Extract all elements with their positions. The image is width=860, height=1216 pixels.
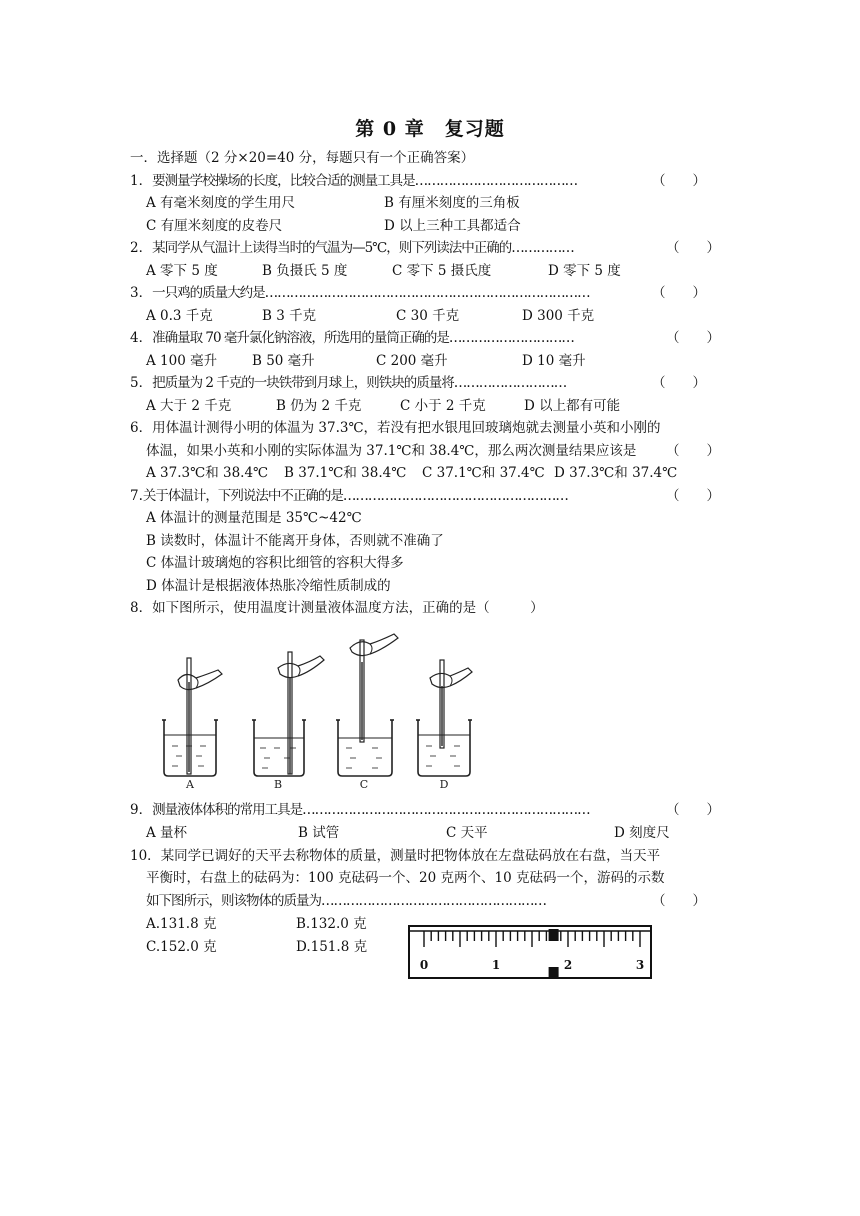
figure-label-d: D bbox=[439, 778, 449, 791]
option: A 零下 5 度 bbox=[146, 263, 218, 279]
option: B 有厘米刻度的三角板 bbox=[384, 195, 520, 211]
option: D 37.3℃和 37.4℃ bbox=[554, 465, 678, 481]
question-6: 6．用体温计测得小明的体温为 37.3℃，若没有把水银甩回玻璃炮就去测量小英和小刚的 bbox=[130, 420, 661, 436]
beaker-a bbox=[162, 658, 222, 776]
option: C 有厘米刻度的皮卷尺 bbox=[146, 218, 283, 234]
question-7: 7.关于体温计，下列说法中不正确的是……………………………………………… bbox=[130, 488, 568, 504]
option: C.152.0 克 bbox=[146, 939, 217, 955]
option: D 体温计是根据液体热胀冷缩性质制成的 bbox=[146, 578, 391, 594]
page-title: 第 0 章 复习题 bbox=[355, 118, 505, 140]
option: A 有毫米刻度的学生用尺 bbox=[146, 195, 296, 211]
question-4: 4．准确量取 70 毫升氯化钠溶液，所选用的量筒正确的是………………………… bbox=[130, 330, 574, 346]
option: C 小于 2 千克 bbox=[400, 398, 486, 414]
option: A 量杯 bbox=[146, 825, 188, 841]
option: B 读数时，体温计不能离开身体，否则就不准确了 bbox=[146, 533, 444, 549]
section-heading: 一．选择题（2 分×20=40 分，每题只有一个正确答案） bbox=[130, 150, 475, 166]
option: B 仍为 2 千克 bbox=[276, 398, 362, 414]
option: C 200 毫升 bbox=[376, 353, 448, 369]
option: D 零下 5 度 bbox=[548, 263, 621, 279]
option: B 负摄氏 5 度 bbox=[262, 263, 348, 279]
rider-marker-top bbox=[549, 929, 559, 941]
answer-blank: （ ） bbox=[666, 443, 720, 459]
option: C 30 千克 bbox=[396, 308, 460, 324]
answer-blank: （ ） bbox=[652, 173, 706, 189]
scale-label-1: 1 bbox=[491, 958, 501, 972]
figure-label-b: B bbox=[273, 778, 283, 791]
option: A 100 毫升 bbox=[146, 353, 218, 369]
option: A.131.8 克 bbox=[146, 916, 217, 932]
option: D 300 千克 bbox=[522, 308, 595, 324]
question-6-line-2: 体温，如果小英和小刚的实际体温为 37.1℃和 38.4℃，那么两次测量结果应该是 bbox=[146, 443, 637, 459]
option: B 37.1℃和 38.4℃ bbox=[284, 465, 407, 481]
option: D 以上三种工具都适合 bbox=[384, 218, 521, 234]
option: D 刻度尺 bbox=[614, 825, 670, 841]
question-3: 3．一只鸡的质量大约是…………………………………………………………………… bbox=[130, 285, 590, 301]
figure-label-a: A bbox=[186, 778, 194, 791]
beaker-b bbox=[252, 652, 324, 776]
option: D 10 毫升 bbox=[522, 353, 586, 369]
answer-blank: （ ） bbox=[652, 893, 706, 909]
option: C 天平 bbox=[446, 825, 488, 841]
scale-label-0: 0 bbox=[419, 958, 429, 972]
option: C 37.1℃和 37.4℃ bbox=[422, 465, 545, 481]
option: B 50 毫升 bbox=[252, 353, 315, 369]
option: B 3 千克 bbox=[262, 308, 317, 324]
rider-scale-figure bbox=[408, 925, 652, 981]
figure-label-c: C bbox=[359, 778, 369, 791]
question-2: 2．某同学从气温计上读得当时的气温为—5℃，则下列读法中正确的…………… bbox=[130, 240, 574, 256]
option: C 体温计玻璃炮的容积比细管的容积大得多 bbox=[146, 555, 404, 571]
option: A 大于 2 千克 bbox=[146, 398, 232, 414]
answer-blank: （ ） bbox=[666, 802, 720, 818]
question-5: 5．把质量为 2 千克的一块铁带到月球上，则铁块的质量将……………………… bbox=[130, 375, 567, 391]
rider-marker-bottom bbox=[549, 967, 559, 977]
option: B.132.0 克 bbox=[296, 916, 367, 932]
answer-blank: （ ） bbox=[652, 375, 706, 391]
answer-blank: （ ） bbox=[666, 488, 720, 504]
option: A 体温计的测量范围是 35℃~42℃ bbox=[146, 510, 362, 526]
answer-blank: （ ） bbox=[666, 240, 720, 256]
answer-blank: （ ） bbox=[652, 285, 706, 301]
option: B 试管 bbox=[298, 825, 340, 841]
question-1: 1．要测量学校操场的长度，比较合适的测量工具是………………………………… bbox=[130, 173, 578, 189]
scale-label-2: 2 bbox=[563, 958, 573, 972]
question-8: 8．如下图所示，使用温度计测量液体温度方法，正确的是（ ） bbox=[130, 600, 544, 616]
scale-label-3: 3 bbox=[635, 958, 645, 972]
answer-blank: （ ） bbox=[666, 330, 720, 346]
question-10: 10．某同学已调好的天平去称物体的质量，测量时把物体放在左盘砝码放在右盘，当天平 bbox=[130, 848, 661, 864]
option: D.151.8 克 bbox=[296, 939, 368, 955]
option: A 0.3 千克 bbox=[146, 308, 213, 324]
question-9: 9．测量液体体积的常用工具是…………………………………………………………… bbox=[130, 802, 590, 818]
thermometer-figure bbox=[150, 622, 480, 792]
question-10-line-2: 平衡时，右盘上的砝码为：100 克砝码一个、20 克两个、10 克砝码一个，游码的示数 bbox=[146, 870, 665, 886]
beaker-c bbox=[336, 634, 398, 776]
option: A 37.3℃和 38.4℃ bbox=[146, 465, 269, 481]
option: C 零下 5 摄氏度 bbox=[392, 263, 492, 279]
beaker-d bbox=[416, 660, 472, 776]
question-10-line-3: 如下图所示，则该物体的质量为……………………………………………… bbox=[146, 893, 546, 909]
option: D 以上都有可能 bbox=[524, 398, 621, 414]
